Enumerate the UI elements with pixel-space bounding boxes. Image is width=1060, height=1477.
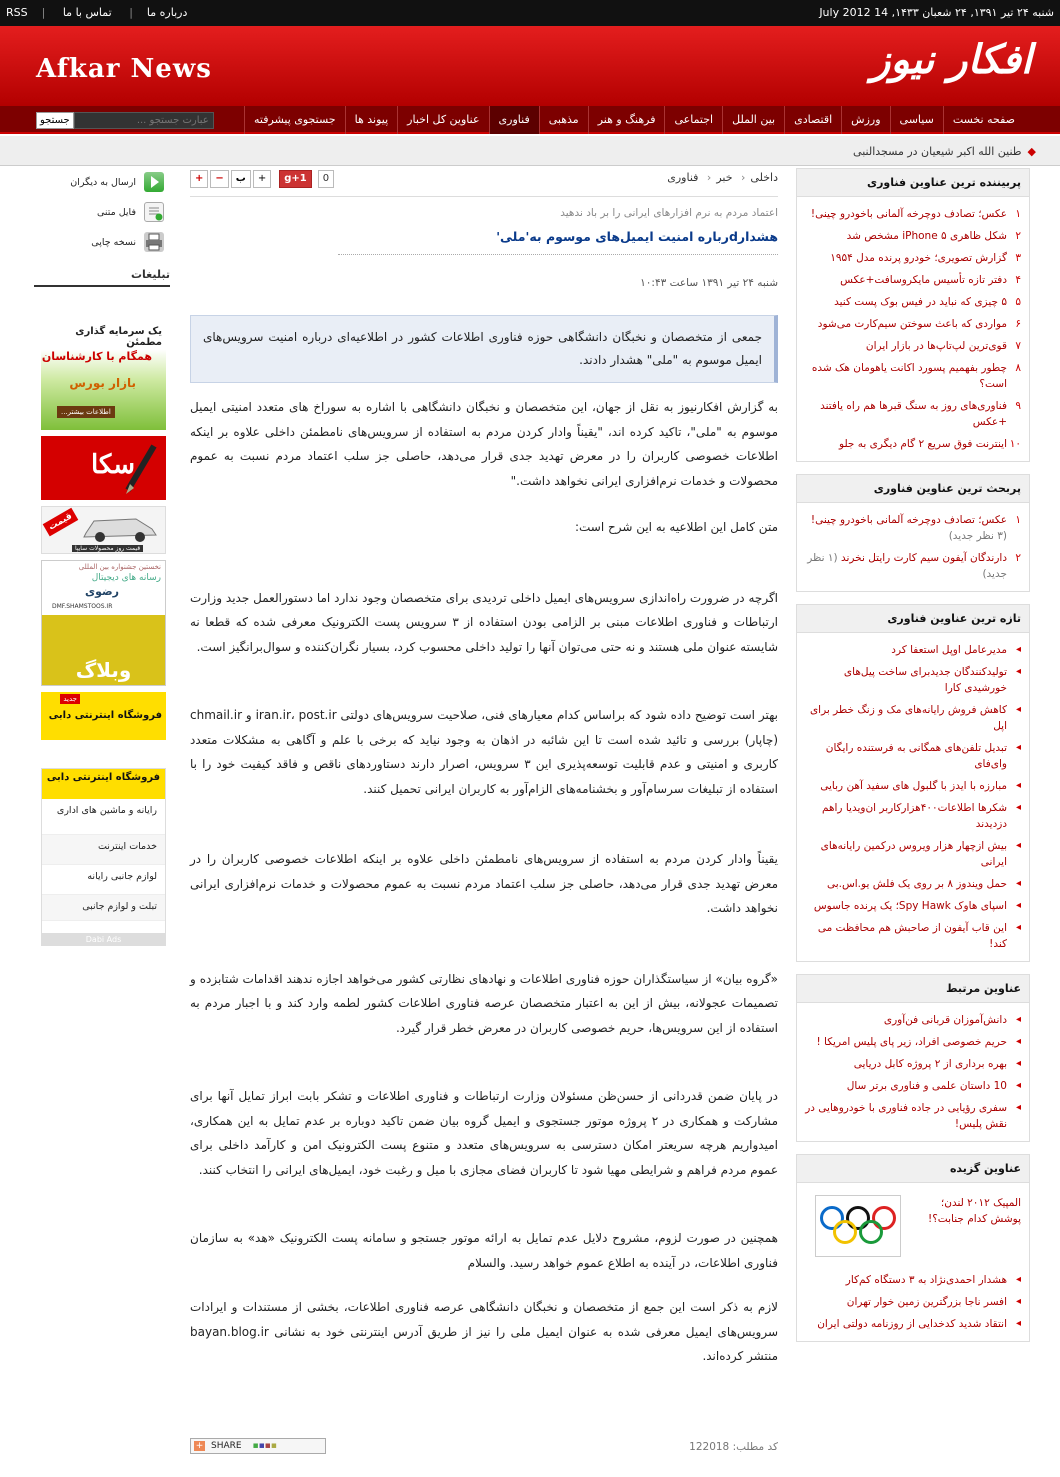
right-column	[796, 168, 1030, 1342]
arrow-icon: ◂	[1015, 666, 1021, 677]
ad-dabi-list-title: فروشگاه اینترنتی دابی	[42, 769, 165, 799]
article-toolbar	[190, 168, 778, 190]
rss-link[interactable]: RSS	[6, 6, 28, 19]
arrow-icon: ◂	[1015, 1036, 1021, 1047]
related-box	[796, 974, 1030, 1142]
breadcrumb-item[interactable]: داخلی	[750, 171, 778, 184]
nav-social[interactable]: اجتماعی	[664, 106, 722, 134]
article-date: شنبه ۲۴ تیر ۱۳۹۱ ساعت ۱۰:۴۳	[640, 277, 778, 289]
ticker-text: طنین الله اکبر شیعیان در مسجدالنبی	[853, 145, 1022, 158]
ticker-item[interactable]	[853, 145, 1036, 158]
most-viewed-item[interactable]: ۴ دفتر تازه تأسیس مایکروسافت+عکس	[840, 274, 1021, 286]
ad-bourse[interactable]	[41, 306, 166, 430]
about-link[interactable]: درباره ما	[146, 6, 188, 19]
most-viewed-item[interactable]: ۱۰ اینترنت فوق سریع ۲ گام دیگری به جلو	[839, 438, 1021, 450]
font-increase-button[interactable]: +	[190, 170, 208, 188]
share-plus-icon: +	[195, 1441, 204, 1451]
nav-international[interactable]: بين الملل	[722, 106, 784, 134]
ad-bourse-button[interactable]: اطلاعات بیشتر...	[57, 406, 115, 418]
ad-dabi-item[interactable]: رایانه و ماشین های اداری	[42, 799, 165, 835]
arrow-icon: ◂	[1015, 900, 1021, 911]
ad-dabi-list[interactable]	[41, 768, 166, 934]
ad-car-caption: قیمت روز محصولات سایپا	[72, 545, 143, 552]
article-paragraph: یقیناً وادار کردن مردم به استفاده از سرویس‌های نامطمئن داخلی علاوه بر اینکه اطلاعات خصوصی کاربران را در معرض تهدید جدی قرار می‌دهد، حاصلی جز سلب اعتماد مردم نسبت به عموم محصولات و خدمات نرم‌افزاری ایرانی نخواهد داشت.	[190, 852, 778, 915]
font-reset-button[interactable]: +	[253, 170, 271, 188]
most-discussed-box	[796, 474, 1030, 592]
send-icon	[144, 172, 164, 192]
related-item[interactable]: ◂ بهره برداری از ۲ پروژه کابل دریایی	[853, 1058, 1021, 1070]
ad-saka[interactable]	[41, 436, 166, 500]
top-links: RSS | درباره ما| تماس با ما	[6, 6, 188, 19]
nav-sport[interactable]: ورزش	[841, 106, 889, 134]
article-footer	[190, 1438, 778, 1458]
related-item[interactable]: ◂ سفری رؤیایی در جاده فناوری با خودروهایی در نقش پلیس!	[805, 1102, 1021, 1130]
ad-festival-url: DMF.SHAMSTOOS.IR	[52, 603, 113, 610]
article-lead-title: اعتماد مردم به نرم افزارهای ایرانی را بر باد ندهید	[560, 207, 778, 219]
ad-car-tag: قیمت	[43, 508, 79, 537]
arrow-icon: ◂	[1015, 878, 1021, 889]
olympic-rings-image[interactable]	[815, 1195, 901, 1257]
chevron-left-icon: ‹	[741, 171, 746, 184]
ad-saka-text: سکا	[91, 450, 136, 480]
most-discussed-item[interactable]: ۲ دارندگان آیفون سیم کارت رایتل نخرند (۱ نظر جدید)	[807, 552, 1021, 580]
breadcrumb-item[interactable]: خبر	[716, 171, 733, 184]
most-viewed-item[interactable]: ۷ قوی‌ترین لپ‌تاپ‌ها در بازار ایران	[865, 340, 1021, 352]
ad-bourse-line2: همگام با کارشناسان	[41, 350, 152, 363]
arrow-icon: ◂	[1015, 704, 1021, 715]
search-form	[36, 112, 214, 129]
related-item[interactable]: ◂ 10 داستان علمی و فناوری برتر سال	[846, 1080, 1021, 1092]
ads-title: تبلیغات	[34, 268, 170, 287]
ad-bourse-line3: بازار بورس	[69, 376, 136, 390]
featured-lead[interactable]: المپیک ۲۰۱۲ لندن؛ پوشش کدام جنابت؟!	[927, 1197, 1021, 1225]
most-viewed-item[interactable]: ۳ گزارش تصویری؛ خودرو پرنده مدل ۱۹۵۴	[830, 252, 1021, 264]
related-item[interactable]: ◂ دانش‌آموزان قربانی فن‌آوری	[883, 1014, 1021, 1026]
ad-dabi-badge: جدید	[60, 694, 80, 704]
most-viewed-title: پربیننده ترین عناوین فناوری	[797, 169, 1029, 197]
latest-item[interactable]: ◂ این قاب آیفون از صاحبش هم محافظت می کند!	[817, 922, 1021, 950]
arrow-icon: ◂	[1015, 922, 1021, 933]
site-header	[0, 26, 1060, 106]
arrow-icon: ◂	[1015, 1058, 1021, 1069]
nav-home[interactable]: صفحه نخست	[943, 106, 1024, 134]
latest-item[interactable]: ◂ شکرها اطلاعات۴۰۰هزارکاربر ان‌ویدیا راهم دزدیدند	[821, 802, 1021, 830]
addthis-share-button[interactable]: + SHARE ▪▪▪▪	[190, 1438, 326, 1454]
nav-economy[interactable]: اقتصادی	[784, 106, 841, 134]
ad-festival-line1: نخستین جشنواره بین المللی	[78, 563, 161, 571]
most-discussed-item[interactable]: ۱ عکس؛ تصادف دوچرخه آلمانی باخودرو چینی! (۳ نظر جدید)	[810, 514, 1021, 542]
ad-dabi-banner[interactable]	[41, 692, 166, 740]
arrow-icon: ◂	[1015, 1274, 1021, 1285]
most-viewed-item[interactable]: ۸ چطور بفهمیم پسورد اکانت یاهومان هک شده است؟	[811, 362, 1021, 390]
nav-all-news[interactable]: عناوین کل اخبار	[397, 106, 488, 134]
arrow-icon: ◂	[1015, 1318, 1021, 1329]
nav-politics[interactable]: سیاسی	[890, 106, 943, 134]
text-file-icon	[144, 202, 164, 222]
printer-icon	[144, 232, 164, 252]
share-bar	[190, 170, 334, 188]
article-paragraph: همچنین در صورت لزوم، مشروح دلایل عدم تمایل به ارائه موتور جستجو و سامانه پست الکترونیک «هد» به سازمان فناوری اطلاعات، در آینده به اطلاع عموم خواهد رسید. والسلام	[190, 1231, 778, 1270]
featured-box	[796, 1154, 1030, 1342]
social-icons: ▪	[252, 1441, 259, 1451]
latest-item[interactable]: ◂ حمل ویندوز ۸ بر روی یک فلش یو.اس.بی	[826, 878, 1021, 890]
featured-title: عناوین گزیده	[797, 1155, 1029, 1183]
car-icon	[80, 509, 160, 543]
article-paragraph: لازم به ذکر است این جمع از متخصصان و نخبگان دانشگاهی عرصه فناوری اطلاعات، بخشی از مستندات و ایرادات سرویس‌های ایمیل معرفی شده به عنوان ایمیل ملی را نیز از طریق آدرس اینترنتی خود به نشانی bayan.blog.ir منتشر کرده‌اند.	[190, 1300, 778, 1363]
top-bar	[0, 0, 1060, 26]
arrow-icon: ◂	[1015, 780, 1021, 791]
ad-festival[interactable]	[41, 560, 166, 686]
latest-item[interactable]: ◂ مبارزه با ایدز با گلبول های سفید آهن ربایی	[820, 780, 1021, 792]
search-button[interactable]: جستجو	[36, 112, 74, 129]
nav-links[interactable]: پیوند ها	[345, 106, 398, 134]
arrow-icon: ◂	[1015, 742, 1021, 753]
article-paragraph: «گروه بیان» از سیاستگذاران حوزه فناوری اطلاعات و نهادهای نظارتی کشور می‌خواهد اجازه ندهند اقدامات شتابزده و تصمیمات عجولانه، بیش از این به اعتبار متخصصان عرصه فناوری اطلاعات کشور لطمه وارد کند و با اجبار مردم به استفاده از این سرویس‌ها، حریم خصوصی کاربران در معرض خطر قرار گیرد.	[190, 971, 778, 1035]
ad-dabi-footer[interactable]: Dabi Ads	[41, 934, 166, 946]
related-title: عناوین مرتبط	[797, 975, 1029, 1003]
ad-festival-line3: رضوی	[85, 585, 119, 598]
breadcrumb	[667, 171, 778, 184]
arrow-icon: ◂	[1015, 644, 1021, 655]
ad-bourse-line1: یک سرمایه گذاری مطمئن	[75, 326, 162, 348]
latest-item[interactable]: ◂ بیش ازچهار هزار ویروس درکمین رایانه‌های ایرانی	[820, 840, 1021, 868]
text-file[interactable]	[34, 198, 170, 226]
featured-item[interactable]: ◂ هشدار احمدی‌نژاد به ۳ دستگاه کم‌کار	[845, 1274, 1021, 1286]
ad-dabi-item[interactable]: خدمات اینترنت	[42, 835, 165, 865]
nav-culture[interactable]: فرهنگ و هنر	[588, 106, 665, 134]
article-paragraph: اگرچه در ضرورت راه‌اندازی سرویس‌های ایمیل داخلی تردیدی برای متخصصان وجود ندارد اما دستورالعمل جدید وزارت ارتباطات و فناوری اطلاعات مبنی بر الزامی بودن استفاده از ۳ سرویس پست الکترونیک معرفی شده که قطعا نه شایسته عنوان ملی هستند و نه حتی می‌توان آنها را تولید داخلی محسوب کرد، بسیار نگران‌کننده و سوال‌برانگیز است.	[190, 590, 778, 654]
most-viewed-box	[796, 168, 1030, 462]
latest-item[interactable]: ◂ مدیرعامل اوپل استعفا کرد	[891, 644, 1021, 656]
text-file-label: فایل متنی	[96, 207, 136, 218]
most-viewed-item[interactable]: ۱ عکس؛ تصادف دوچرخه آلمانی باخودرو چینی!	[810, 208, 1021, 220]
arrow-icon: ◂	[1015, 840, 1021, 851]
article-summary: جمعی از متخصصان و نخبگان دانشگاهی حوزه فناوری اطلاعات کشور در اطلاعیه‌ای درباره امنیت سرویس‌های ایمیل موسوم به "ملی" هشدار دادند.	[190, 315, 778, 383]
print-version[interactable]	[34, 228, 170, 256]
addthis-label: SHARE	[211, 1441, 242, 1451]
article	[190, 168, 778, 1369]
most-viewed-item[interactable]: ۹ فناوری‌های روز به سنگ قبرها هم راه یافتند +عکس	[820, 400, 1021, 428]
ad-car-price[interactable]	[41, 506, 166, 554]
share-count: 0	[318, 170, 334, 188]
google-plus-button[interactable]: g+1	[279, 170, 312, 188]
font-decrease-button[interactable]: −	[210, 170, 228, 188]
latest-item[interactable]: ◂ اسپای هاوک Spy Hawk؛ یک پرنده جاسوس	[813, 900, 1021, 912]
featured-item[interactable]: ◂ افسر ناجا بزرگترین زمین خوار تهران	[846, 1296, 1021, 1308]
nav-religious[interactable]: مذهبی	[539, 106, 588, 134]
most-viewed-item[interactable]: ۶ مواردی که باعث سوختن سیم‌کارت می‌شود	[817, 318, 1021, 330]
article-paragraph: به گزارش افکارنیوز به نقل از جهان، این متخصصان و نخبگان دانشگاهی با اشاره به سوراخ های متعدد امنیتی ایمیل موسوم به "ملی"، تاکید کرده اند، "یقیناً وادار کردن مردم به استفاده از سرویس‌های نامطمئن داخلی علاوه بر اینکه اطلاعات خصوصی کاربران را در معرض تهدید جدی قرار می‌دهد، حاصلی جز سلب اعتماد مردم نسبت به عموم محصولات و خدمات نرم‌افزاری ایرانی نخواهد داشت."	[190, 400, 778, 488]
ad-festival-line2: رسانه های دیجیتال	[91, 573, 161, 583]
most-viewed-item[interactable]: ۵ ۵ چیزی که نباید در فیس بوک پست کنید	[834, 296, 1021, 308]
latest-item[interactable]: ◂ کاهش فروش رایانه‌های مک و زنگ خطر برای اپل	[809, 704, 1021, 732]
nav-technology[interactable]: فناوری	[489, 106, 539, 134]
article-title: هشدارdرباره امنیت ایمیل‌های موسوم به'ملی'	[496, 229, 778, 244]
latest-item[interactable]: ◂ تبدیل تلفن‌های همگانی به فرستنده رایگان وای‌فای	[825, 742, 1021, 770]
ad-festival-blog: وبلاگ	[42, 615, 165, 685]
ad-dabi-title: فروشگاه اینترنتی دابی	[48, 710, 162, 721]
most-discussed-title: پربحث ترین عناوین فناوری	[797, 475, 1029, 503]
chevron-left-icon: ‹	[706, 171, 712, 184]
ticker-bullet-icon: ◆	[1027, 145, 1036, 158]
latest-box	[796, 604, 1030, 962]
article-code: کد مطلب: 122018	[689, 1441, 778, 1453]
news-ticker	[0, 136, 1060, 166]
arrow-icon: ◂	[1015, 1102, 1021, 1113]
article-paragraph: بهتر است توضیح داده شود که براساس کدام معیارهای فنی، صلاحیت سرویس‌های دولتی iran.ir، post.ir و chmail.ir (چاپار) بررسی و تائید شده است تا این شائبه در اذهان به وجود نیاید که برخی با علم و آگاهی به مشکلات متعدد کاربری و امنیتی و عدم قابلیت توسعه‌پذیری این ۳ سرویس، اصرار دارند دستاوردهای ناقص و فاقد کیفیت خود را با استفاده از تبلیغات سرسام‌آور و بخشنامه‌های الزام‌آور به کاربران ایرانی تحمیل کنند.	[190, 708, 778, 796]
logo-persian[interactable]: افکار نیوز	[871, 36, 1032, 83]
article-paragraph: در پایان ضمن قدردانی از حسن‌ظن مسئولان وزارت ارتباطات و فناوری اطلاعات و تشکر بابت ابراز تمایل آنها برای مشارکت و همکاری در ۲ پروژه موتور جستجوی و ایمیل گروه بیان ضمن تاکید دوباره بر عدم تمایل به این همکاری، امیدواریم هرچه سریعتر امکان دسترسی به سرویس‌های متعدد و متنوع پست الکترونیک امن و کارآمد داخلی برای عموم مردم فراهم و شرایطی مهیا شود تا کاربران فضای مجازی با میل و رغبت خود، ایمیل‌های ایرانی را انتخاب کنند.	[190, 1089, 778, 1177]
logo-english[interactable]: Afkar News	[36, 54, 212, 84]
ad-dabi-item[interactable]: تبلت و لوازم جانبی	[42, 895, 165, 921]
search-input[interactable]	[74, 112, 214, 129]
featured-item[interactable]: ◂ انتقاد شدید کدخدایی از روزنامه دولتی ایران	[817, 1318, 1021, 1330]
ad-dabi-item[interactable]: لوازم جانبی رایانه	[42, 865, 165, 895]
latest-title: تازه ترین عناوین فناوری	[797, 605, 1029, 633]
main-nav	[0, 106, 1060, 134]
arrow-icon: ◂	[1015, 1014, 1021, 1025]
font-label-icon: ب	[231, 170, 251, 188]
arrow-icon: ◂	[1015, 1080, 1021, 1091]
article-paragraph: متن کامل این اطلاعیه به این شرح است:	[574, 520, 778, 534]
arrow-icon: ◂	[1015, 1296, 1021, 1307]
send-to-friend[interactable]	[34, 168, 170, 196]
left-column	[34, 168, 170, 944]
most-viewed-item[interactable]: ۲ شکل ظاهری iPhone ۵ مشخص شد	[846, 230, 1021, 242]
print-label: نسخه چاپی	[91, 237, 136, 248]
pen-icon	[120, 438, 160, 498]
related-item[interactable]: ◂ حریم خصوصی افراد، زیر پای پلیس امریکا !	[816, 1036, 1021, 1048]
header-date: شنبه ۲۴ تیر ۱۳۹۱, ۲۴ شعبان ۱۴۳۳, 14 July 2012	[819, 6, 1054, 19]
arrow-icon: ◂	[1015, 802, 1021, 813]
breadcrumb-item[interactable]: فناوری	[667, 171, 699, 184]
nav-advanced-search[interactable]: جستجوی پیشرفته	[244, 106, 345, 134]
contact-link[interactable]: تماس با ما	[62, 6, 112, 19]
send-label: ارسال به دیگران	[70, 177, 136, 188]
latest-item[interactable]: ◂ تولیدکنندگان جدیدبرای ساخت پیل‌های خورشیدی کارا	[843, 666, 1021, 694]
